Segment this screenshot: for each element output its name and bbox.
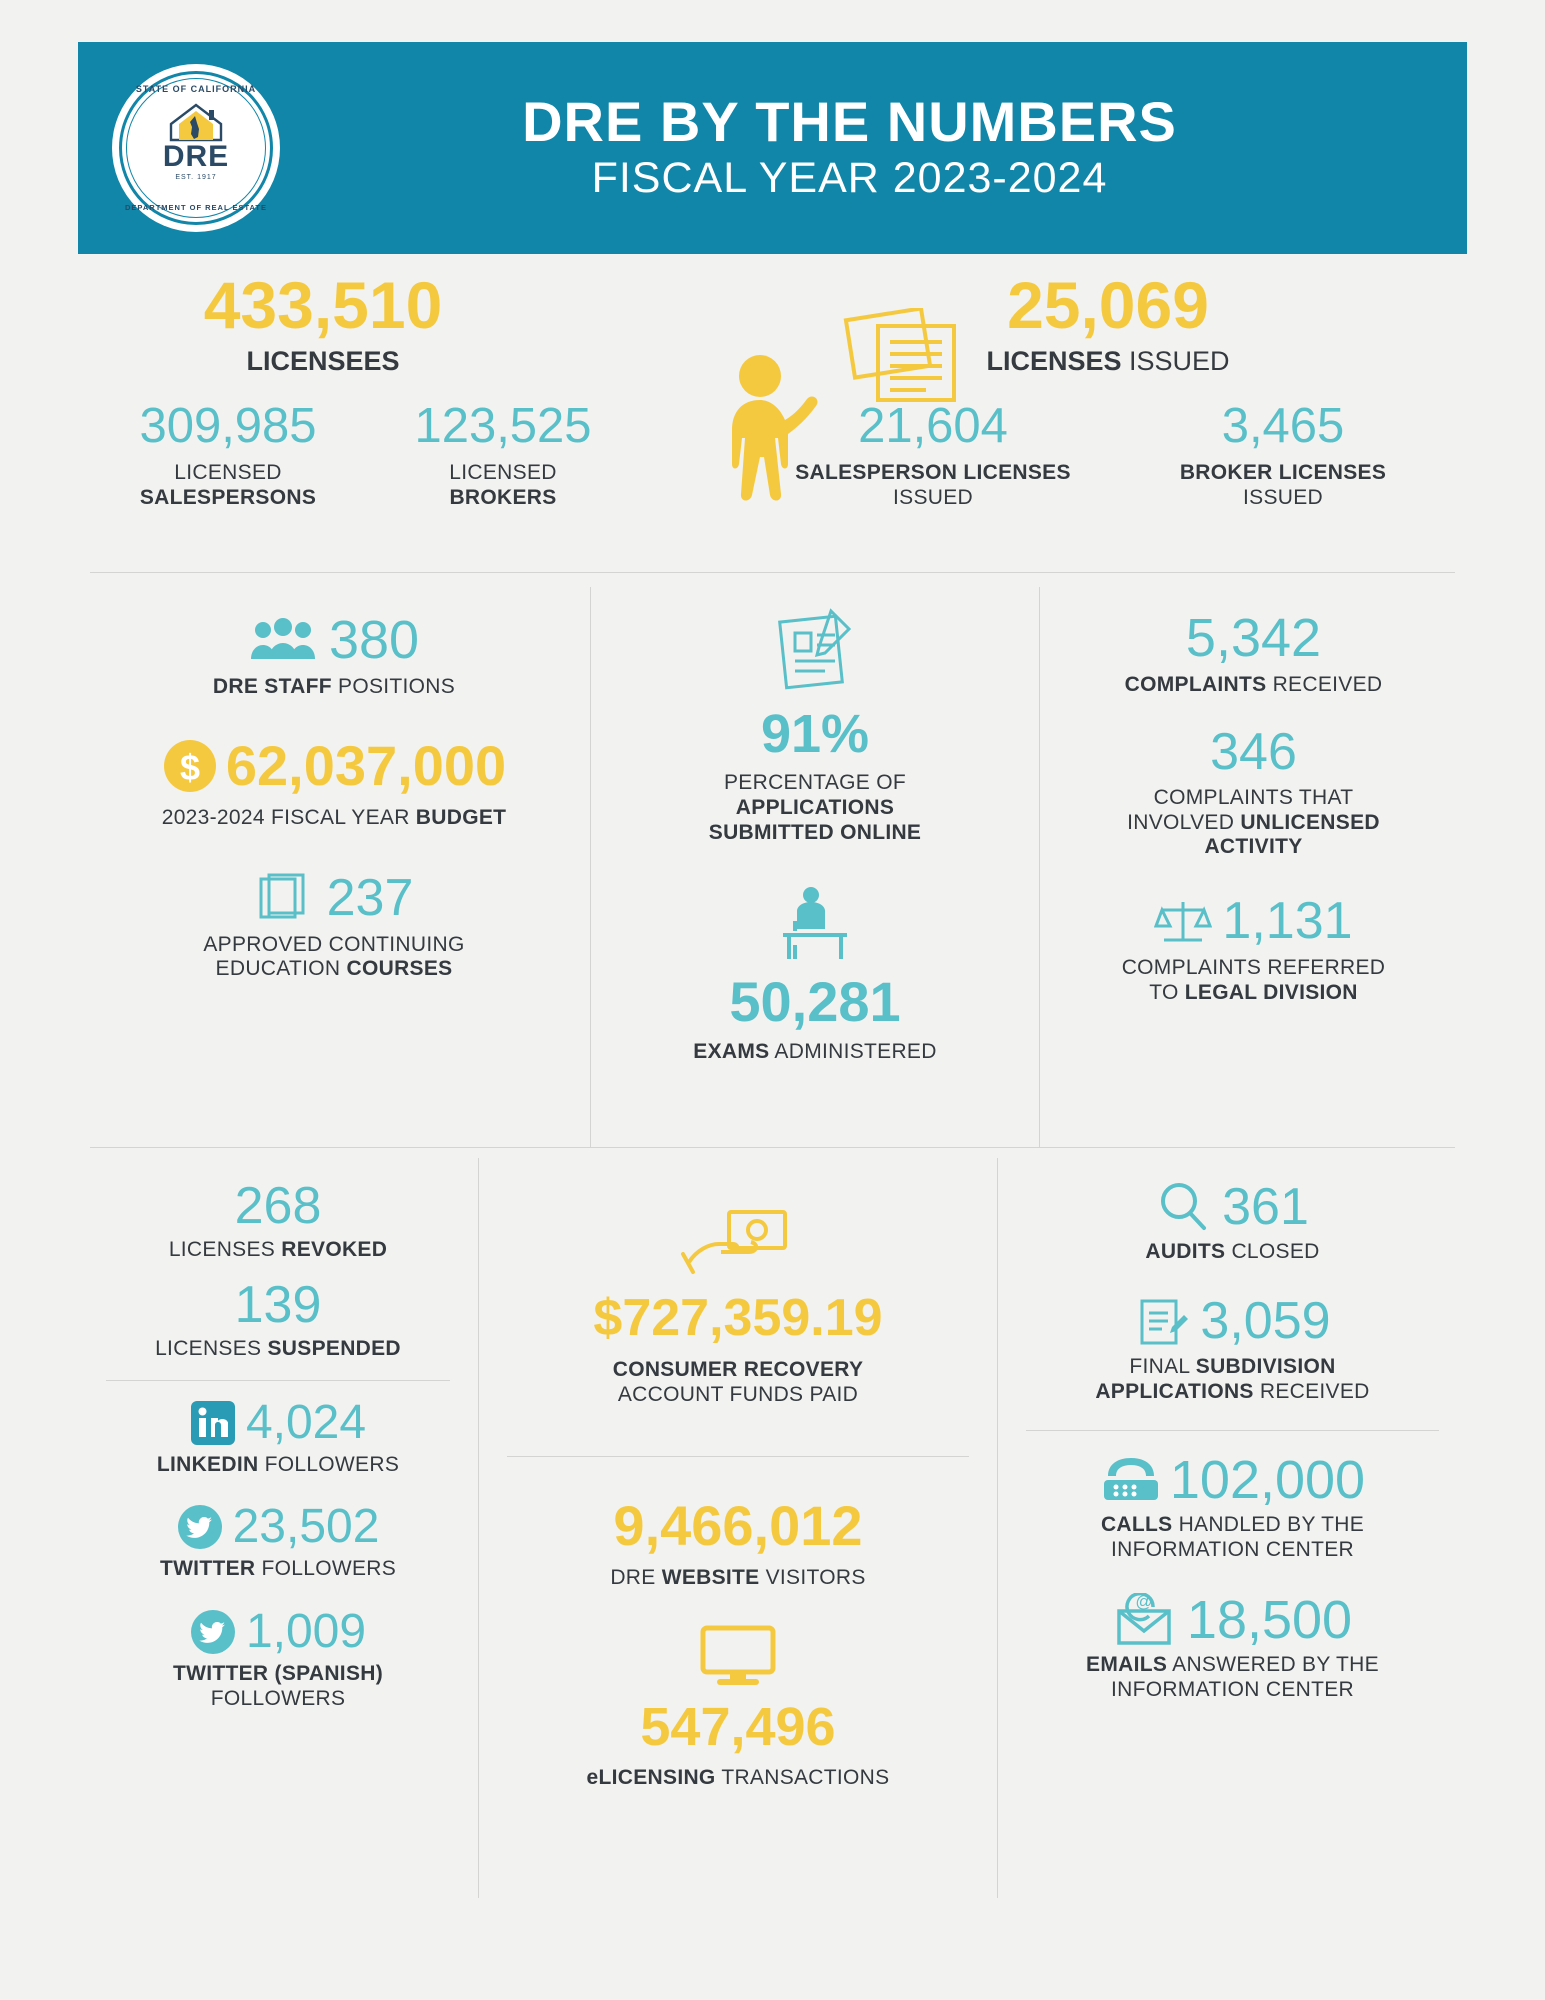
consumer-recovery-line1: CONSUMER RECOVERY	[612, 1358, 864, 1381]
licensed-salespersons-block	[98, 399, 358, 511]
header-banner	[78, 42, 1467, 254]
unlicensed-activity-line2-bold: UNLICENSED	[1240, 810, 1380, 834]
unlicensed-activity-line2-pre: INVOLVED	[1127, 810, 1241, 834]
clipboard-pencil-icon	[1134, 1293, 1190, 1349]
online-applications-line2: APPLICATIONS	[735, 795, 895, 819]
calls-block	[1016, 1450, 1449, 1563]
website-visitors-block	[497, 1493, 979, 1591]
emails-line1-bold: EMAILS	[1086, 1652, 1168, 1676]
twitter-icon[interactable]	[177, 1504, 223, 1550]
licenses-revoked-label-pre: LICENSES	[168, 1238, 282, 1261]
service-column	[998, 1158, 1467, 1898]
svg-text:$: $	[179, 746, 200, 788]
audits-label-rest: CLOSED	[1225, 1240, 1320, 1263]
consumer-recovery-line2: ACCOUNT FUNDS PAID	[617, 1382, 859, 1406]
salesperson-licenses-issued-line1: SALESPERSON LICENSES	[795, 461, 1071, 484]
audits-label-bold: AUDITS	[1145, 1240, 1226, 1263]
broker-licenses-issued-line2: ISSUED	[1243, 485, 1323, 509]
broker-licenses-issued-value: 3,465	[1221, 399, 1345, 453]
unlicensed-activity-block	[1058, 722, 1449, 860]
budget-block	[96, 733, 572, 831]
online-applications-line1: PERCENTAGE OF	[723, 771, 907, 794]
online-applications-line3: SUBMITTED ONLINE	[708, 820, 922, 844]
salesperson-licenses-issued-line2: ISSUED	[893, 485, 973, 509]
books-icon	[255, 871, 313, 925]
operations-section	[78, 587, 1467, 1147]
online-applications-block	[609, 601, 1021, 845]
dre-seal-logo	[112, 64, 280, 232]
licensees-section	[78, 268, 1467, 572]
website-visitors-label-pre: DRE	[610, 1565, 662, 1589]
licenses-revoked-value: 268	[234, 1177, 322, 1235]
exams-label-bold: EXAMS	[693, 1040, 770, 1064]
licenses-suspended-value: 139	[234, 1275, 322, 1334]
unlicensed-activity-value: 346	[1210, 722, 1297, 781]
referred-legal-value: 1,131	[1222, 892, 1353, 951]
emails-line2: INFORMATION CENTER	[1110, 1677, 1354, 1701]
licensed-brokers-line1: LICENSED	[449, 461, 557, 484]
complaints-received-value: 5,342	[1185, 608, 1322, 668]
operations-column-middle	[590, 587, 1040, 1147]
salesperson-licenses-issued-block	[768, 399, 1098, 511]
elicensing-block	[497, 1624, 979, 1791]
broker-licenses-issued-block	[1118, 399, 1448, 511]
referred-legal-line2-pre: TO	[1149, 980, 1185, 1004]
website-visitors-value: 9,466,012	[613, 1493, 863, 1557]
elicensing-label-bold: eLICENSING	[586, 1766, 716, 1790]
dre-staff-block	[96, 610, 572, 700]
total-licensees-value: 433,510	[203, 268, 443, 342]
licenses-issued-label-rest: ISSUED	[1121, 346, 1230, 376]
page-subtitle: FISCAL YEAR 2023-2024	[591, 153, 1108, 202]
exams-label-rest: ADMINISTERED	[769, 1040, 937, 1064]
total-licensees-block	[153, 268, 493, 377]
unlicensed-activity-line1: COMPLAINTS THAT	[1153, 785, 1354, 809]
referred-legal-line2-bold: LEGAL DIVISION	[1184, 980, 1358, 1004]
ce-courses-block	[96, 868, 572, 983]
referred-legal-line1: COMPLAINTS REFERRED	[1121, 956, 1386, 980]
scales-icon	[1154, 894, 1212, 948]
subdivision-block	[1016, 1293, 1449, 1405]
ce-courses-value: 237	[326, 868, 414, 927]
calls-line1-bold: CALLS	[1100, 1513, 1173, 1537]
magnifier-icon	[1156, 1180, 1210, 1234]
outreach-section	[78, 1158, 1467, 1898]
application-form-icon	[769, 601, 861, 697]
consumer-recovery-block	[497, 1206, 979, 1408]
complaints-received-block	[1058, 608, 1449, 698]
licenses-suspended-label-bold: SUSPENDED	[267, 1336, 401, 1360]
emails-line1-rest: ANSWERED BY THE	[1167, 1652, 1379, 1676]
twitter-spanish-label-bold: TWITTER (SPANISH)	[172, 1662, 384, 1686]
budget-label-bold: BUDGET	[415, 805, 507, 829]
divider-2	[90, 1147, 1455, 1148]
referred-legal-block	[1058, 894, 1449, 1006]
licensed-brokers-line2: BROKERS	[449, 485, 557, 509]
exams-value: 50,281	[729, 970, 901, 1034]
dollar-coin-icon	[162, 738, 218, 794]
enforcement-social-column	[78, 1158, 478, 1898]
salesperson-licenses-issued-value: 21,604	[858, 399, 1008, 453]
dre-staff-label-bold: DRE STAFF	[212, 675, 332, 698]
divider-service	[1026, 1430, 1439, 1431]
seal-acronym: DRE	[162, 139, 230, 173]
emails-value: 18,500	[1186, 1589, 1353, 1650]
consumer-recovery-value: $727,359.19	[593, 1289, 883, 1347]
licensed-salespersons-line1: LICENSED	[174, 461, 282, 484]
licensed-brokers-value: 123,525	[414, 399, 592, 453]
linkedin-icon[interactable]	[190, 1400, 236, 1446]
divider-funds	[507, 1456, 969, 1457]
page-title: DRE BY THE NUMBERS	[522, 89, 1177, 153]
divider-1	[90, 572, 1455, 573]
subdivision-line2-bold: APPLICATIONS	[1095, 1379, 1254, 1403]
licenses-issued-value: 25,069	[1007, 268, 1209, 342]
budget-value: 62,037,000	[225, 733, 507, 797]
divider-social	[106, 1380, 450, 1381]
email-icon	[1113, 1593, 1175, 1647]
licensed-salespersons-line2: SALESPERSONS	[139, 485, 317, 509]
complaints-received-label-rest: RECEIVED	[1266, 673, 1383, 696]
people-icon	[249, 617, 317, 663]
subdivision-value: 3,059	[1200, 1291, 1331, 1350]
subdivision-line2-rest: RECEIVED	[1253, 1379, 1370, 1403]
twitter-block[interactable]	[96, 1500, 460, 1582]
online-applications-value: 91%	[760, 704, 870, 764]
calls-line2: INFORMATION CENTER	[1110, 1538, 1354, 1562]
broker-licenses-issued-line1: BROKER LICENSES	[1179, 461, 1387, 484]
operations-column-left	[78, 587, 590, 1147]
unlicensed-activity-line3: ACTIVITY	[1204, 835, 1303, 859]
linkedin-label-bold: LINKEDIN	[156, 1452, 259, 1476]
funds-column	[478, 1158, 998, 1898]
total-licensees-label: LICENSEES	[246, 346, 400, 376]
website-visitors-label-rest: VISITORS	[759, 1565, 866, 1589]
subdivision-line1-pre: FINAL	[1129, 1354, 1196, 1378]
licenses-suspended-block	[96, 1275, 460, 1362]
svg-text:@: @	[1135, 1592, 1153, 1611]
licensed-brokers-block	[373, 399, 633, 511]
licensed-salespersons-value: 309,985	[139, 399, 317, 453]
linkedin-value: 4,024	[245, 1395, 367, 1449]
twitter-spanish-block[interactable]	[96, 1605, 460, 1712]
emails-block	[1016, 1589, 1449, 1703]
seal-est: EST. 1917	[175, 173, 217, 181]
ce-courses-line2-bold: COURSES	[346, 957, 453, 981]
seal-bottom-text: DEPARTMENT OF REAL ESTATE	[125, 203, 267, 212]
ce-courses-line1: APPROVED CONTINUING	[203, 932, 465, 956]
licenses-revoked-block	[96, 1177, 460, 1263]
dre-staff-label-rest: POSITIONS	[331, 675, 456, 698]
website-visitors-label-bold: WEBSITE	[661, 1565, 760, 1589]
audits-value: 361	[1222, 1178, 1309, 1236]
twitter-spanish-label-rest: FOLLOWERS	[210, 1686, 346, 1710]
monitor-icon	[697, 1624, 779, 1688]
twitter-label-rest: FOLLOWERS	[255, 1557, 397, 1581]
infographic-page	[0, 42, 1545, 2000]
elicensing-label-rest: TRANSACTIONS	[715, 1766, 890, 1790]
seal-top-text: STATE OF CALIFORNIA	[135, 84, 257, 94]
calls-line1-rest: HANDLED BY THE	[1172, 1513, 1365, 1537]
elicensing-value: 547,496	[640, 1697, 836, 1758]
subdivision-line1-bold: SUBDIVISION	[1195, 1354, 1336, 1378]
hand-money-icon	[679, 1206, 797, 1278]
complaints-received-label-bold: COMPLAINTS	[1124, 673, 1267, 696]
budget-label-pre: 2023-2024 FISCAL YEAR	[161, 805, 416, 829]
licenses-revoked-label-bold: REVOKED	[281, 1238, 388, 1261]
calls-value: 102,000	[1169, 1450, 1366, 1511]
dre-staff-value: 380	[328, 610, 420, 670]
operations-column-right	[1040, 587, 1467, 1147]
twitter-value: 23,502	[232, 1500, 380, 1554]
licenses-suspended-label-pre: LICENSES	[155, 1336, 268, 1360]
licenses-issued-label-bold: LICENSES	[986, 346, 1122, 376]
twitter-icon[interactable]	[190, 1609, 236, 1655]
telephone-icon	[1100, 1454, 1162, 1506]
audits-block	[1016, 1180, 1449, 1265]
twitter-spanish-value: 1,009	[245, 1605, 367, 1659]
twitter-label-bold: TWITTER	[159, 1557, 256, 1581]
ce-courses-line2-pre: EDUCATION	[215, 957, 347, 981]
linkedin-label-rest: FOLLOWERS	[258, 1452, 400, 1476]
exam-desk-icon	[775, 885, 855, 963]
linkedin-block[interactable]	[96, 1395, 460, 1478]
exams-block	[609, 885, 1021, 1065]
